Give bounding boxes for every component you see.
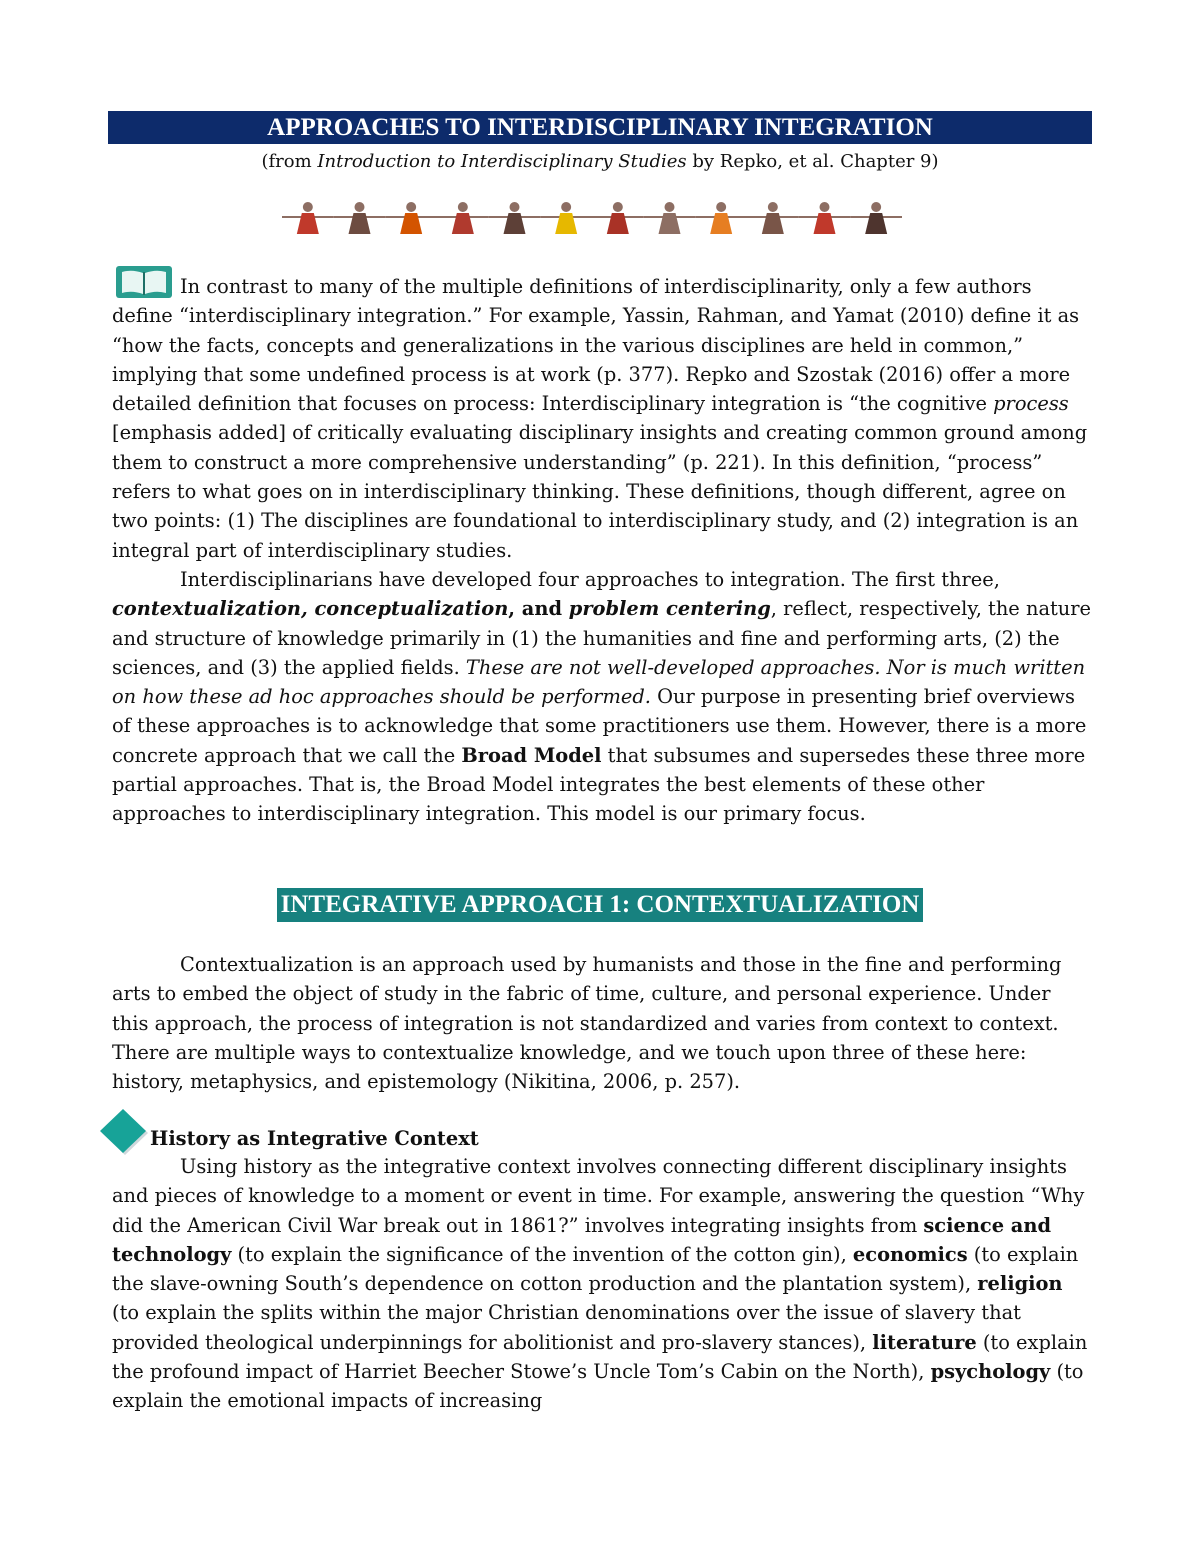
history-text-4: (to explain the profound impact of Harriet Beecher Stowe’s Uncle Tom’s Cabin on the North), bbox=[112, 1330, 1088, 1384]
people-chain-icon bbox=[280, 200, 920, 236]
history-section bbox=[112, 1152, 1092, 1416]
intro-p2-text-a: Interdisciplinarians have developed four approaches to integration. The first three, bbox=[180, 567, 1000, 591]
subtitle-suffix: by Repko, et al. Chapter 9) bbox=[686, 151, 939, 172]
intro-p2-text-d: that subsumes and supersedes these three more partial approaches. That is, the Broad Model integrates the best elements of these other approaches to interdisciplinary integration. This model is our primary focus. bbox=[112, 743, 1086, 826]
history-bold-2: economics bbox=[852, 1242, 968, 1266]
intro-p1-text-b: [emphasis added] of critically evaluating disciplinary insights and creating common ground among them to construct a more comprehensive understanding” (p. 221). In this definition, “process” refers to what goes on in interdisciplinary thinking. These definitions, though different, agree on two points: (1) The disciplines are foundational to interdisciplinary study, and (2) integration is an integral part of interdisciplinary studies. bbox=[112, 421, 1088, 562]
diamond-icon bbox=[96, 1108, 154, 1158]
intro-p2-text-b: , reflect, respectively, the nature and structure of knowledge primarily in (1) the humanities and fine and performing arts, (2) the sciences, and (3) the applied fields. bbox=[112, 597, 1092, 679]
section-heading: INTEGRATIVE APPROACH 1: CONTEXTUALIZATION bbox=[277, 888, 924, 922]
page-title: APPROACHES TO INTERDISCIPLINARY INTEGRATION bbox=[108, 111, 1092, 144]
contextualization-paragraph: Contextualization is an approach used by humanists and those in the fine and performing arts to embed the object of study in the fabric of time, culture, and personal experience. Under this approach, the process of integration is not standardized and varies from context to context. There are multiple ways to contextualize knowledge, and we touch upon three of these here: history, metaphysics, and epistemology (Nikitina, 2006, p. 257). bbox=[112, 953, 1062, 1094]
intro-p2-italic: These are not well-developed approaches. Nor is much written on how these ad hoc approaches should be performed. bbox=[112, 655, 1086, 709]
intro-p1-text-a: In contrast to many of the multiple definitions of interdisciplinarity, only a few authors define “interdisciplinary integration.” For example, Yassin, Rahman, and Yamat (2010) define it as “how the facts, concepts and generalizations in the various disciplines are held in common,” implying that some undefined process is at work (p. 377). Repko and Szostak (2016) offer a more detailed definition that focuses on process: Interdisciplinary integration is “the cognitive bbox=[112, 275, 1080, 416]
history-text-2: (to explain the slave-owning South’s dependence on cotton production and the plantation system), bbox=[112, 1242, 1079, 1296]
history-text-1: (to explain the significance of the invention of the cotton gin), bbox=[231, 1242, 853, 1266]
history-text-a: Using history as the integrative context involves connecting different disciplinary insights and pieces of knowledge to a moment or event in time. For example, answering the question “Why did the American Civil War break out in 1861?” involves integrating insights from bbox=[112, 1155, 1085, 1237]
intro-paragraph-1 bbox=[112, 272, 1092, 565]
intro-p2-bold-italic-2: problem centering bbox=[568, 597, 771, 621]
intro-section bbox=[112, 272, 1092, 829]
contextualization-section bbox=[112, 950, 1092, 1096]
history-bold-5: psychology bbox=[930, 1360, 1051, 1384]
history-text-3: (to explain the splits within the major Christian denominations over the issue of slavery that provided theological underpinnings for abolitionist and pro-slavery stances), bbox=[112, 1301, 1021, 1354]
intro-p2-broad-model: Broad Model bbox=[461, 743, 602, 767]
history-paragraph bbox=[112, 1152, 1092, 1416]
intro-p2-and: , and bbox=[508, 597, 569, 621]
subsection-heading: History as Integrative Context bbox=[150, 1127, 479, 1150]
subtitle bbox=[108, 148, 1092, 176]
section-heading-wrap bbox=[108, 888, 1092, 922]
subtitle-prefix: (from bbox=[261, 151, 318, 172]
history-bold-3: religion bbox=[977, 1272, 1063, 1296]
intro-p1-emphasis: process bbox=[993, 392, 1069, 416]
book-title: Introduction to Interdisciplinary Studies bbox=[317, 151, 687, 172]
history-text-5: (to explain the emotional impacts of increasing bbox=[112, 1360, 1084, 1413]
history-bold-4: literature bbox=[872, 1330, 977, 1354]
intro-paragraph-2 bbox=[112, 565, 1092, 829]
history-bold-1: science and technology bbox=[112, 1213, 1052, 1266]
intro-p2-bold-italic-1: contextualization, conceptualization bbox=[112, 597, 509, 621]
intro-p2-text-c: Our purpose in presenting brief overviews of these approaches is to acknowledge that some practitioners use them. However, there is a more concrete approach that we call the bbox=[112, 685, 1087, 767]
